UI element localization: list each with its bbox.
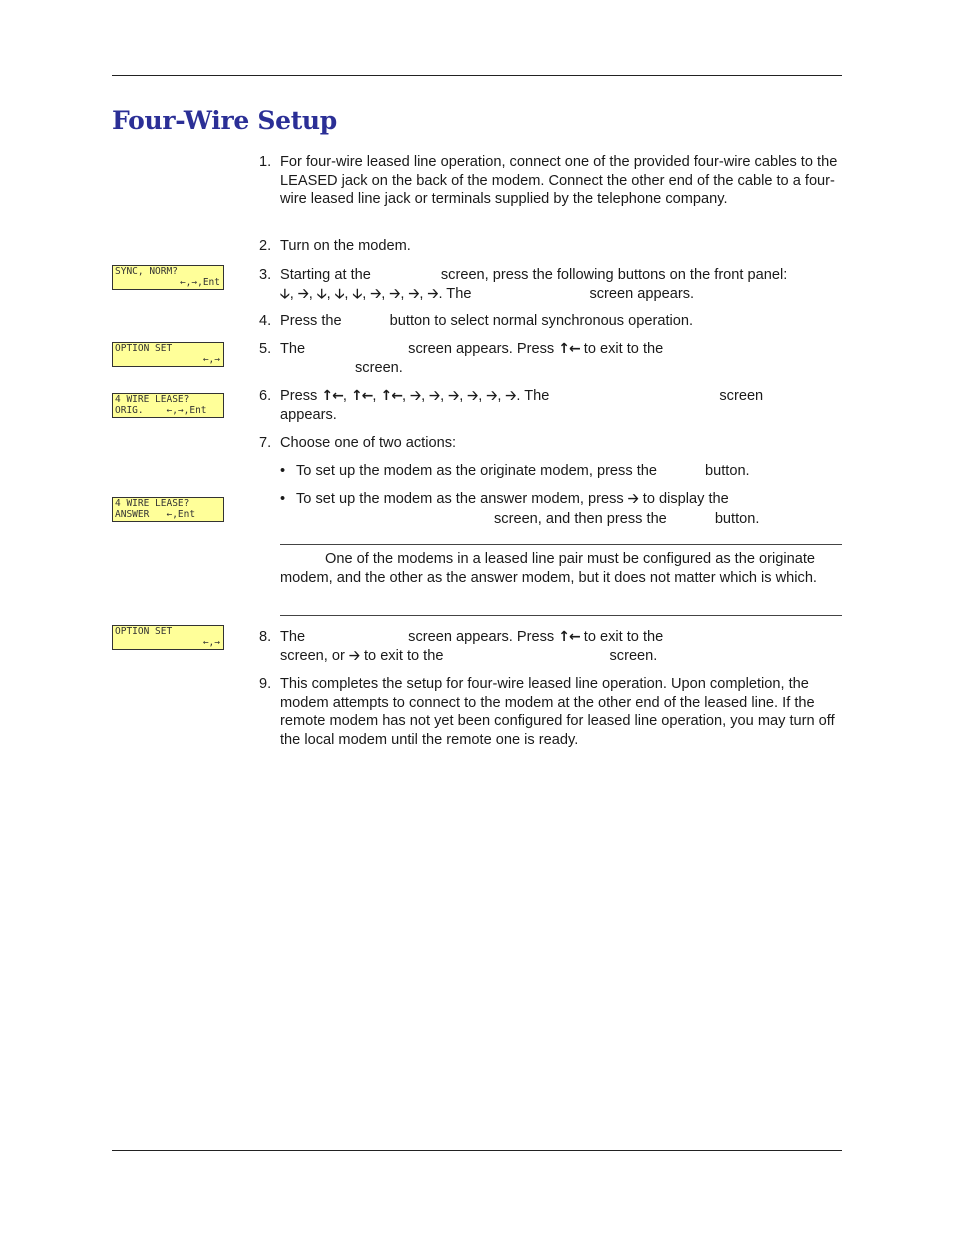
note-body: One of the modems in a leased line pair must be configured as the originate modem, and the other as the answer modem, but it does not matter which is which.	[280, 551, 817, 586]
header-rule	[112, 75, 842, 76]
step-text: This completes the setup for four-wire leased line operation. Upon completion, the modem attempts to connect to the modem at the other end of the leased line. If the remote modem has not yet been configured for leased line operation, you may turn off the local modem until the remote one is ready.	[280, 676, 835, 748]
step-2	[259, 237, 844, 256]
step-text: screen appears. Press	[408, 629, 555, 645]
down-arrow-icon: 🡣	[334, 285, 345, 302]
down-arrow-icon: 🡣	[316, 285, 327, 302]
right-arrow-icon: 🡢	[389, 285, 401, 302]
step-number: 5.	[259, 341, 272, 357]
step-text: For four-wire leased line operation, connect one of the provided four-wire cables to the LEASED jack on the back of the modem. Connect the other end of the cable to a four-wire leased line jack or terminals supplied by the telephone company.	[280, 154, 838, 208]
right-arrow-icon: 🡢	[467, 388, 479, 404]
footer-rule	[112, 1150, 842, 1151]
bullet-originate	[280, 462, 845, 482]
lcd-screen-4wire-answer	[112, 497, 224, 522]
step-8	[259, 628, 844, 665]
step-number: 7.	[259, 435, 272, 451]
step-text: Choose one of two actions:	[280, 435, 457, 451]
up-left-arrow-icon: ↑←	[350, 388, 373, 404]
step-text: to exit to the	[583, 341, 664, 357]
step-text: appears.	[280, 406, 337, 423]
bullet-text: screen, and then press the	[494, 510, 667, 527]
right-arrow-icon: 🡢	[348, 647, 360, 664]
step-text: button to select normal synchronous operation.	[389, 313, 694, 329]
step-number: 4.	[259, 313, 272, 329]
bullet-text: button.	[704, 463, 750, 479]
step-text: screen appears. Press	[408, 341, 555, 357]
lcd-line-2: ANSWER ←,Ent	[115, 508, 196, 520]
step-text: Starting at the	[280, 267, 371, 283]
bullet-text: button.	[714, 510, 760, 527]
up-left-arrow-icon: ↑←	[321, 388, 343, 404]
step-9	[259, 675, 844, 749]
step-number: 9.	[259, 676, 272, 692]
right-arrow-icon: 🡢	[370, 285, 382, 302]
lcd-line-2: ←,→	[202, 636, 220, 648]
step-number: 6.	[259, 388, 272, 404]
step-text: to exit to the	[363, 647, 444, 664]
page-title: Four-Wire Setup	[112, 106, 337, 135]
lcd-line-1: SYNC, NORM?	[115, 266, 178, 277]
right-arrow-icon: 🡢	[427, 285, 439, 302]
bullet-text: To set up the modem as the originate modem, press the	[296, 463, 657, 479]
step-text: Turn on the modem.	[280, 238, 411, 254]
lcd-screen-sync-norm	[112, 265, 224, 290]
up-left-arrow-icon: ↑←	[380, 388, 402, 404]
lcd-line-2: ←,→	[202, 353, 220, 365]
step-text: Press the	[280, 313, 342, 329]
step-text: screen	[719, 388, 764, 404]
step-text: Press	[280, 388, 318, 404]
bullet-answer	[280, 490, 845, 529]
up-left-arrow-icon: ↑←	[558, 629, 580, 645]
right-arrow-icon: 🡢	[486, 388, 498, 404]
step-3: 3. Starting at the screen, press the following buttons on the front panel: 🡣, 🡢, 🡣, 🡣, 🡣, 🡢, 🡢, 🡢, 🡢. The screen appears.	[259, 267, 788, 302]
step-text: The	[280, 629, 306, 645]
bullet-dot: •	[280, 463, 286, 479]
step-text: . The	[516, 388, 550, 404]
step-number: 2.	[259, 238, 272, 254]
step-1	[259, 153, 844, 209]
right-arrow-icon: 🡢	[448, 388, 460, 404]
lcd-line-2: ←,→,Ent	[179, 276, 220, 288]
right-arrow-icon: 🡢	[410, 388, 422, 404]
bullet-dot: •	[280, 491, 286, 507]
step-5	[259, 340, 844, 377]
down-arrow-icon: 🡣	[280, 285, 290, 302]
lcd-screen-option-set	[112, 342, 224, 367]
step-text: screen appears.	[589, 285, 695, 302]
right-arrow-icon: 🡢	[429, 388, 441, 404]
step-text: screen, press the following buttons on the front panel:	[440, 267, 788, 283]
step-text: screen, or	[280, 647, 345, 664]
up-left-arrow-icon: ↑←	[558, 341, 580, 357]
lcd-line-1: OPTION SET	[115, 343, 173, 354]
right-arrow-icon: 🡢	[505, 388, 517, 404]
step-6: 6. Press ↑←, ↑←, ↑←, 🡢, 🡢, 🡢, 🡢, 🡢, 🡢. The screen appears.	[259, 388, 764, 423]
step-number: 8.	[259, 629, 272, 645]
down-arrow-icon: 🡣	[352, 285, 363, 302]
step-text: screen.	[609, 647, 658, 664]
right-arrow-icon: 🡢	[627, 491, 639, 507]
step-7	[259, 434, 844, 453]
bullet-text: To set up the modem as the answer modem, press	[296, 491, 624, 507]
bullet-text: to display the	[642, 491, 729, 507]
step-text: screen.	[355, 359, 403, 376]
step-text: to exit to the	[583, 629, 664, 645]
right-arrow-icon: 🡢	[408, 285, 420, 302]
note-text	[280, 550, 842, 587]
step-text: . The	[438, 285, 472, 302]
step-number: 1.	[259, 154, 272, 170]
right-arrow-icon: 🡢	[297, 285, 309, 302]
lcd-line-1: 4 WIRE LEASE?	[115, 394, 190, 405]
lcd-screen-4wire-orig	[112, 393, 224, 418]
lcd-line-1: 4 WIRE LEASE?	[115, 498, 190, 509]
step-number: 3.	[259, 267, 272, 283]
lcd-line-2: ORIG. ←,→,Ent	[115, 404, 207, 416]
lcd-screen-option-set-2	[112, 625, 224, 650]
step-text: The	[280, 341, 306, 357]
lcd-line-1: OPTION SET	[115, 626, 173, 637]
step-4	[259, 312, 844, 331]
